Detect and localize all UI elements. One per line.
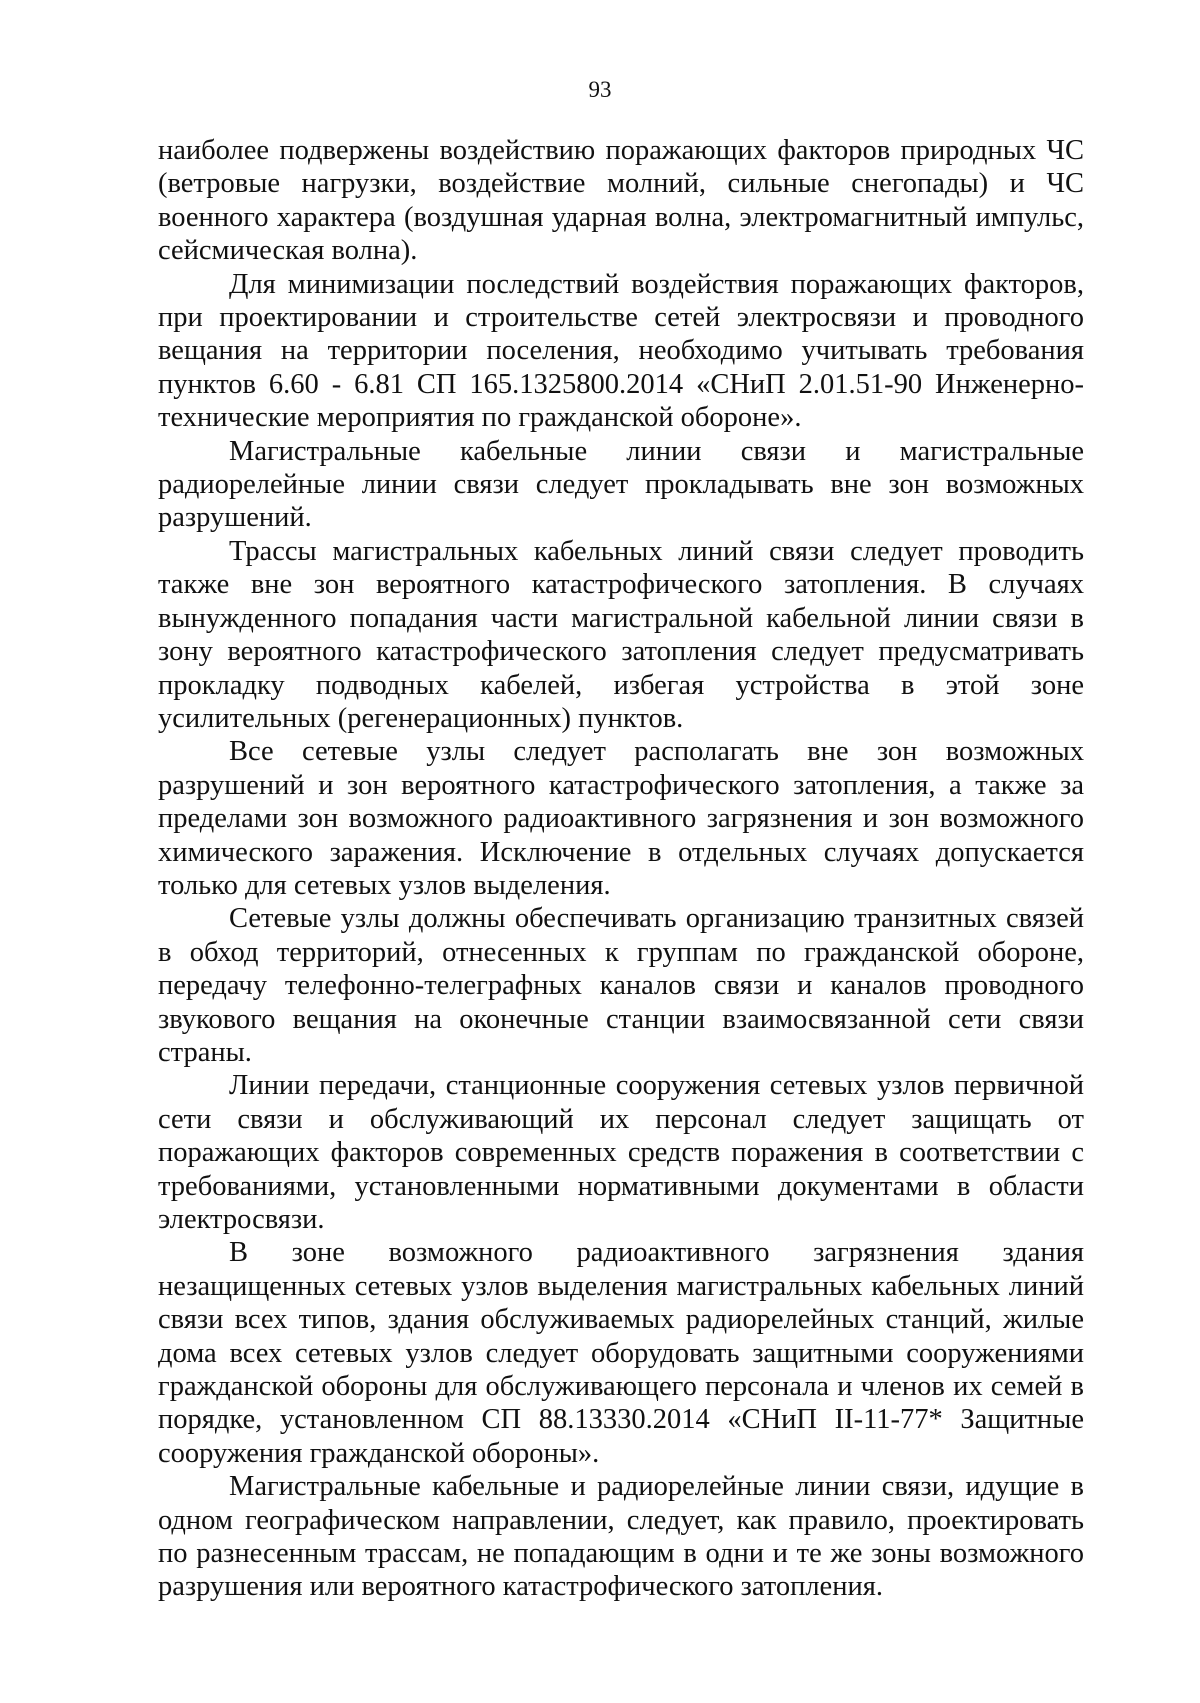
paragraph: В зоне возможного радиоактивного загрязнения здания незащищенных сетевых узлов выделения магистральных кабельных линий связи всех типов, здания обслуживаемых радиорелейных станций, жилые дома всех сетевых узлов следует оборудовать защитными сооружениями гражданской обороны для обслуживающего персонала и членов их семей в порядке, установленном СП 88.13330.2014 «СНиП II-11-77* Защитные сооружения гражданской обороны».: [158, 1237, 1084, 1469]
paragraph: Линии передачи, станционные сооружения сетевых узлов первичной сети связи и обслуживающий их персонал следует защищать от поражающих факторов современных средств поражения в соответствии с требованиями, установленными нормативными документами в области электросвязи.: [158, 1070, 1084, 1235]
paragraph: Трассы магистральных кабельных линий связи следует проводить также вне зон вероятного катастрофического затопления. В случаях вынужденного попадания части магистральной кабельной линии связи в зону вероятного катастрофического затопления следует предусматривать прокладку подводных кабелей, избегая устройства в этой зоне усилительных (регенерационных) пунктов.: [158, 535, 1084, 734]
paragraph: Магистральные кабельные и радиорелейные линии связи, идущие в одном географическом направлении, следует, как правило, проектировать по разнесенным трассам, не попадающим в одни и те же зоны возможного разрушения или вероятного катастрофического затопления.: [158, 1471, 1084, 1603]
paragraph: Сетевые узлы должны обеспечивать организацию транзитных связей в обход территорий, отнесенных к группам по гражданской обороне, передачу телефонно-телеграфных каналов связи и каналов проводного звукового вещания на оконечные станции взаимосвязанной сети связи страны.: [158, 903, 1084, 1068]
page-number: 93: [588, 77, 612, 102]
paragraph: Все сетевые узлы следует располагать вне зон возможных разрушений и зон вероятного катастрофического затопления, а также за пределами зон возможного радиоактивного загрязнения и зон возможного химического заражения. Исключение в отдельных случаях допускается только для сетевых узлов выделения.: [158, 736, 1084, 901]
paragraph: Для минимизации последствий воздействия поражающих факторов, при проектировании и строительстве сетей электросвязи и проводного вещания на территории поселения, необходимо учитывать требования пунктов 6.60 - 6.81 СП 165.1325800.2014 «СНиП 2.01.51-90 Инженерно-технические мероприятия по гражданской обороне».: [158, 268, 1084, 434]
paragraph-continuation: наиболее подвержены воздействию поражающих факторов природных ЧС (ветровые нагрузки, воздействие молний, сильные снегопады) и ЧС военного характера (воздушная ударная волна, электромагнитный импульс, сейсмическая волна).: [158, 135, 1084, 267]
document-body: [158, 134, 1084, 1604]
paragraph: Магистральные кабельные линии связи и магистральные радиорелейные линии связи следует прокладывать вне зон возможных разрушений.: [158, 435, 1084, 534]
